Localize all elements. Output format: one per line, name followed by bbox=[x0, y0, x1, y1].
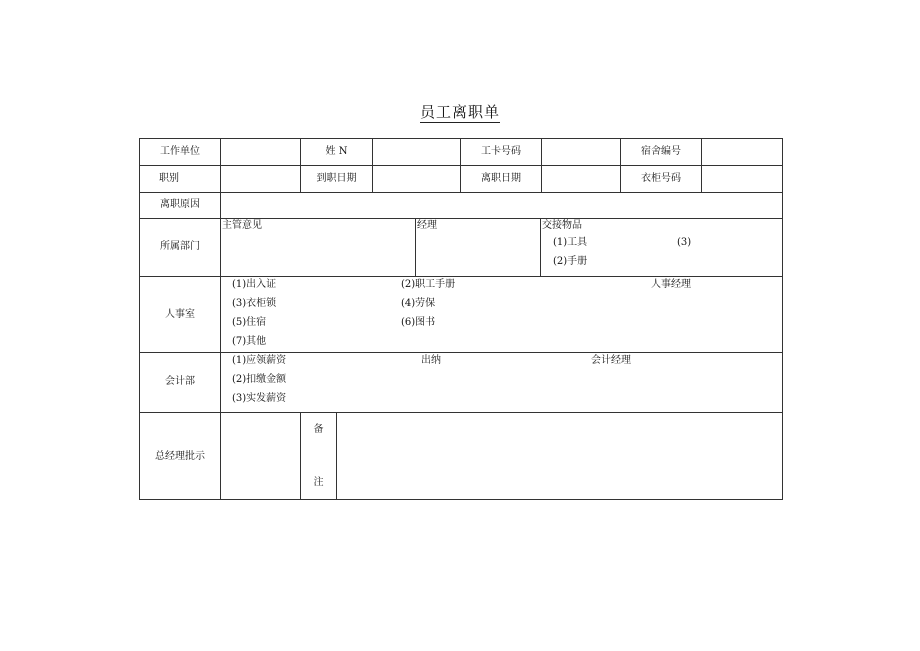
name-label: 姓 N bbox=[325, 146, 348, 157]
work-unit-field[interactable] bbox=[221, 139, 300, 165]
gm-approval-label: 总经理批示 bbox=[155, 451, 205, 462]
hr-item-labor-protection: (4)劳保 bbox=[401, 298, 436, 309]
resignation-form-table bbox=[139, 138, 783, 500]
handover-item-tools: (1)工具 bbox=[553, 237, 588, 248]
hr-manager-label: 人事经理 bbox=[651, 279, 691, 290]
entry-date-label: 到职日期 bbox=[316, 173, 357, 184]
accounting-manager-label: 会计经理 bbox=[591, 355, 631, 366]
entry-date-field[interactable] bbox=[373, 166, 460, 192]
remark-label-bottom: 注 bbox=[313, 477, 324, 488]
acct-item-payable-salary: (1)应领薪资 bbox=[232, 355, 287, 366]
handover-item-3: (3) bbox=[677, 237, 692, 248]
row-divider bbox=[139, 352, 783, 353]
handover-item-manual: (2)手册 bbox=[553, 256, 588, 267]
hr-item-employee-handbook: (2)职工手册 bbox=[401, 279, 456, 290]
hr-item-other: (7)其他 bbox=[232, 336, 267, 347]
border-right bbox=[782, 138, 783, 500]
department-label: 所属部门 bbox=[160, 241, 200, 252]
form-title: 员工离职单 bbox=[419, 103, 500, 121]
leave-date-field[interactable] bbox=[542, 166, 620, 192]
row-divider bbox=[139, 276, 783, 277]
accounting-label: 会计部 bbox=[165, 376, 195, 387]
locker-number-field[interactable] bbox=[702, 166, 782, 192]
name-field[interactable] bbox=[373, 139, 460, 165]
hr-item-accommodation: (5)住宿 bbox=[232, 317, 267, 328]
dorm-number-label: 宿舍编号 bbox=[641, 146, 681, 157]
hr-item-access-pass: (1)出入证 bbox=[232, 279, 277, 290]
locker-number-label: 衣柜号码 bbox=[641, 173, 681, 184]
leave-date-label: 离职日期 bbox=[481, 173, 521, 184]
acct-item-deductions: (2)扣缴金额 bbox=[232, 374, 287, 385]
dorm-number-field[interactable] bbox=[702, 139, 782, 165]
card-number-label: 工卡号码 bbox=[481, 146, 521, 157]
column-divider bbox=[415, 218, 416, 276]
reason-label: 离职原因 bbox=[160, 199, 200, 210]
hr-item-books: (6)图书 bbox=[401, 317, 436, 328]
hr-office-label: 人事室 bbox=[165, 309, 195, 320]
row-divider bbox=[139, 218, 783, 219]
acct-item-net-salary: (3)实发薪资 bbox=[232, 393, 287, 404]
handover-items-label: 交接物品 bbox=[542, 220, 582, 231]
gm-approval-field[interactable] bbox=[221, 413, 300, 499]
card-number-field[interactable] bbox=[542, 139, 620, 165]
remark-label-top: 备 bbox=[313, 424, 324, 435]
cashier-label: 出纳 bbox=[421, 355, 441, 366]
supervisor-opinion-label: 主管意见 bbox=[222, 220, 262, 231]
manager-label: 经理 bbox=[417, 220, 437, 231]
remark-field[interactable] bbox=[337, 413, 782, 499]
position-field[interactable] bbox=[221, 166, 300, 192]
column-divider bbox=[540, 218, 541, 276]
work-unit-label: 工作单位 bbox=[160, 146, 200, 157]
position-label: 职别 bbox=[159, 173, 179, 184]
hr-item-locker-lock: (3)衣柜锁 bbox=[232, 298, 277, 309]
border-bottom bbox=[139, 499, 783, 500]
reason-field[interactable] bbox=[221, 193, 782, 218]
